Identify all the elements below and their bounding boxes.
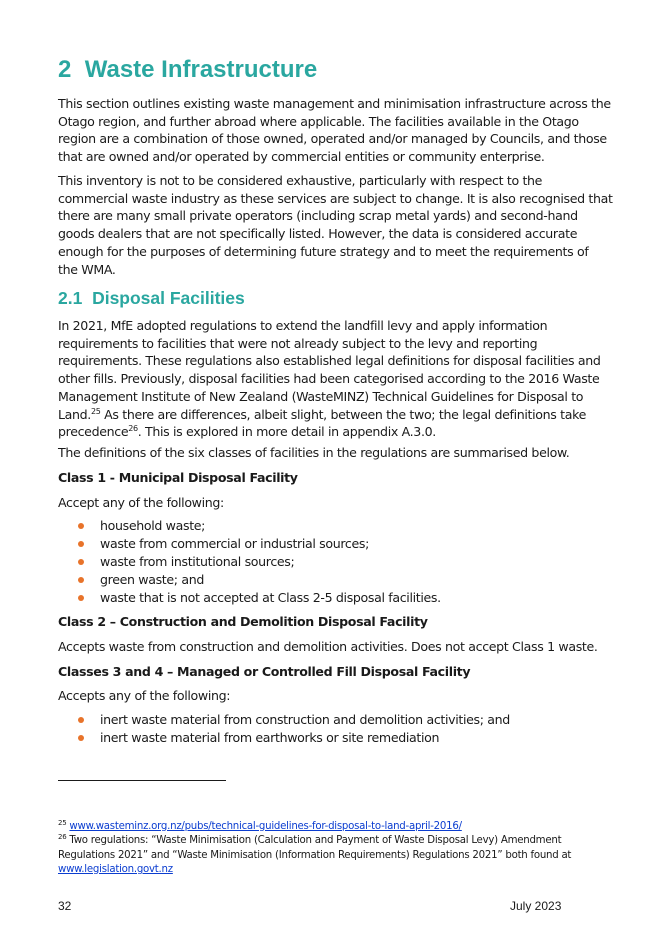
list-item-text: waste from commercial or industrial sources; — [100, 536, 369, 551]
disposal-paragraph-1 — [58, 317, 601, 441]
list-item-text: inert waste material from earthworks or site remediation — [100, 730, 440, 745]
subsection-title: Disposal Facilities — [92, 288, 245, 308]
class34-list — [78, 711, 510, 747]
disposal-paragraph-2 — [58, 444, 586, 462]
bullet-icon — [78, 541, 84, 547]
footnote-divider — [58, 780, 226, 781]
text-line: that are owned and/or operated by commercial entities or community enterprise. — [58, 149, 545, 165]
text-line: Accepts any of the following: — [58, 688, 231, 703]
text-line: This inventory is not to be considered exhaustive, particularly with respect to the — [58, 173, 543, 188]
list-item-text: green waste; and — [100, 572, 204, 587]
text-line: there are many small private operators (including scrap metal yards) and second-hand — [58, 208, 578, 224]
text-line: Class 2 – Construction and Demolition Disposal Facility — [58, 614, 428, 629]
list-item — [78, 729, 510, 747]
class34-intro — [58, 687, 586, 705]
text-line: Accept any of the following: — [58, 495, 224, 510]
footer-date: July 2023 — [510, 899, 562, 913]
text-fragment: . This is explored in more detail in appendix A.3.0. — [137, 424, 436, 440]
footnote-ref-26[interactable]: 26 — [128, 424, 138, 434]
list-item — [78, 571, 441, 589]
section-title: Waste Infrastructure — [84, 56, 318, 83]
bullet-icon — [78, 577, 84, 583]
text-line: enough for the purposes of determining future strategy and to meet the requirements of — [58, 243, 589, 259]
text-line — [58, 834, 586, 849]
list-item-text: household waste; — [100, 518, 206, 533]
page-number: 32 — [58, 899, 72, 913]
footnote-26 — [58, 834, 586, 878]
text-line — [58, 406, 586, 424]
bullet-icon — [78, 523, 84, 529]
list-item-text: inert waste material from construction and demolition activities; and — [100, 712, 510, 727]
text-line: requirements. These regulations also established legal definitions for disposal facilities and — [58, 353, 601, 369]
text-line: Class 1 - Municipal Disposal Facility — [58, 470, 298, 485]
text-line: Regulations 2021” and “Waste Minimisation (Information Requirements) Regulations 2021” both found at — [58, 849, 572, 861]
list-item — [78, 553, 441, 571]
text-line: Management Institute of New Zealand (WasteMINZ) Technical Guidelines for Disposal to — [58, 388, 584, 404]
text-line: In 2021, MfE adopted regulations to extend the landfill levy and apply information — [58, 318, 548, 333]
footnote-number: 26 — [58, 833, 67, 841]
text-line: This section outlines existing waste management and minimisation infrastructure across the — [58, 96, 611, 111]
bullet-icon — [78, 595, 84, 601]
list-item-text: waste that is not accepted at Class 2-5 disposal facilities. — [100, 590, 441, 605]
footnote-link[interactable]: www.wasteminz.org.nz/pubs/technical-guidelines-for-disposal-to-land-april-2016/ — [69, 821, 462, 832]
text-line: Classes 3 and 4 – Managed or Controlled Fill Disposal Facility — [58, 664, 471, 679]
text-line: other fills. Previously, disposal facilities had been categorised according to the 2016 Waste — [58, 371, 600, 387]
text-line: The definitions of the six classes of facilities in the regulations are summarised below. — [58, 445, 570, 460]
list-item — [78, 711, 510, 729]
text-line: commercial waste industry as these services are subject to change. It is also recognised that — [58, 190, 613, 206]
footnote-number: 25 — [58, 819, 67, 827]
footnote-ref-25[interactable]: 25 — [90, 406, 101, 416]
text-fragment: As there are differences, albeit slight, between the two; the legal definitions take — [100, 406, 586, 422]
footnote-link[interactable]: www.legislation.govt.nz — [58, 864, 173, 875]
text-line: the WMA. — [58, 261, 116, 277]
text-line: region are a combination of those owned, operated and/or managed by Councils, and those — [58, 131, 607, 147]
class1-intro — [58, 494, 586, 512]
list-item — [78, 517, 441, 535]
bullet-icon — [78, 717, 84, 723]
class2-title — [58, 613, 586, 631]
class1-list — [78, 517, 441, 607]
text-line — [58, 423, 586, 441]
text-line: Accepts waste from construction and demolition activities. Does not accept Class 1 waste. — [58, 639, 598, 654]
text-line: requirements to facilities that were not already subject to the levy and reporting — [58, 335, 538, 351]
section-heading — [58, 56, 317, 84]
text-line: Otago region, and further abroad where applicable. The facilities available in the Otago — [58, 113, 579, 129]
text-line — [58, 863, 586, 878]
section-number: 2 — [58, 56, 72, 83]
list-item — [78, 535, 441, 553]
intro-paragraph-1 — [58, 95, 611, 166]
class34-title — [58, 663, 586, 681]
class2-text — [58, 638, 598, 656]
text-fragment: precedence — [58, 424, 129, 440]
subsection-number: 2.1 — [58, 288, 83, 308]
list-item-text: waste from institutional sources; — [100, 554, 295, 569]
bullet-icon — [78, 559, 84, 565]
list-item — [78, 589, 441, 607]
footnote-text: Two regulations: “Waste Minimisation (Calculation and Payment of Waste Disposal Levy) Amendment — [69, 835, 562, 846]
text-line: goods dealers that are not specifically listed. However, the data is considered accurate — [58, 226, 578, 242]
subsection-heading — [58, 288, 245, 309]
bullet-icon — [78, 735, 84, 741]
class1-title — [58, 469, 586, 487]
text-fragment: Land. — [58, 406, 91, 422]
intro-paragraph-2 — [58, 172, 613, 278]
footnote-25 — [58, 820, 586, 835]
